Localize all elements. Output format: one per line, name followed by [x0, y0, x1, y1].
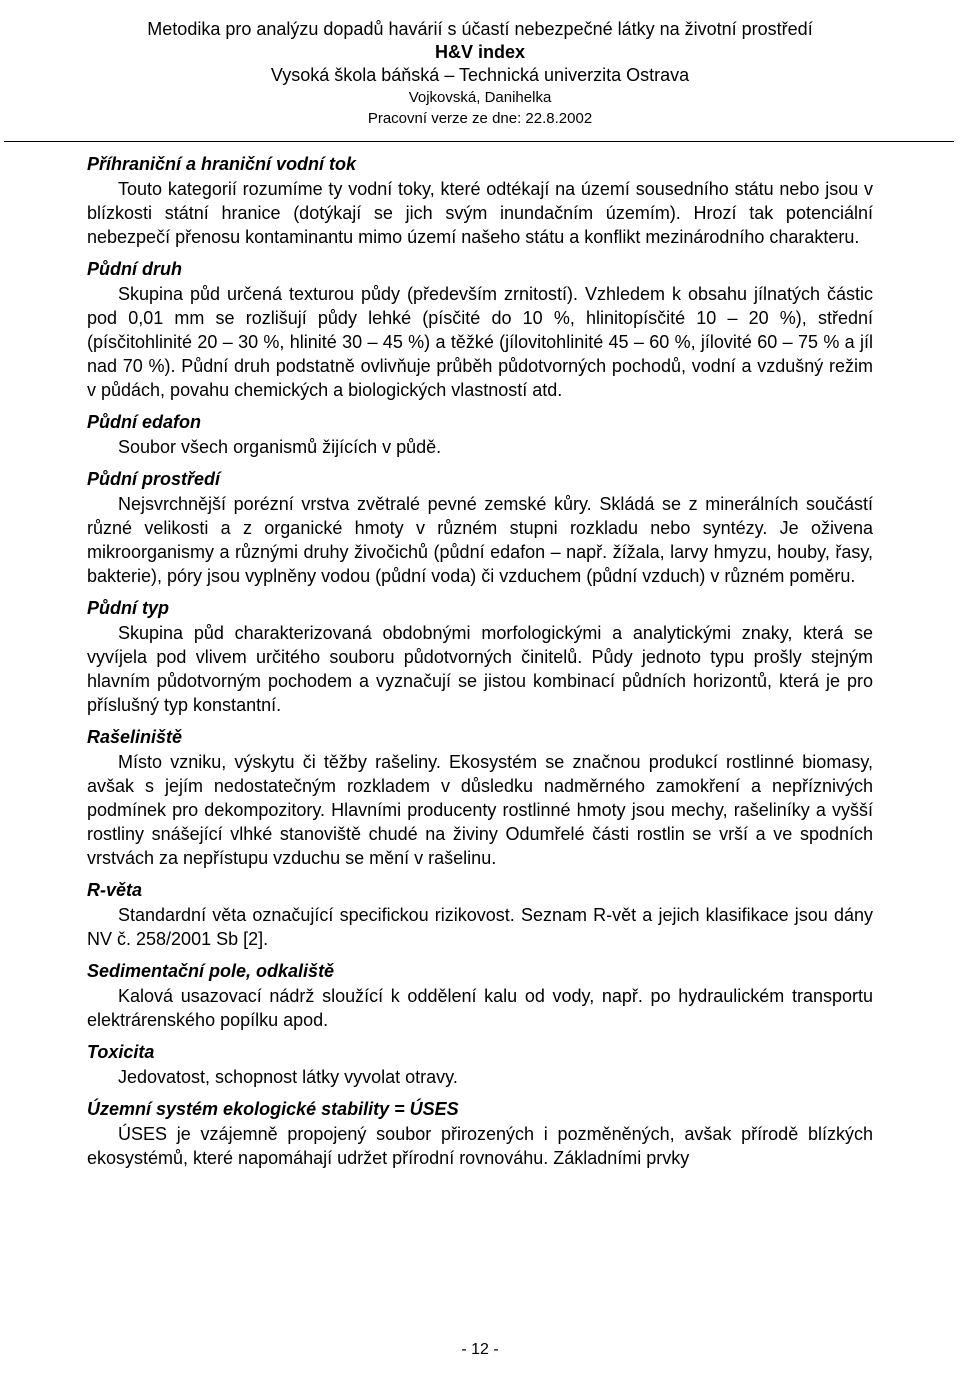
entry-term: Rašeliniště — [87, 727, 183, 747]
entry-term: Územní systém ekologické stability = ÚSES — [87, 1099, 459, 1119]
header-divider — [4, 141, 954, 142]
glossary-entry — [87, 1097, 873, 1170]
entry-definition: Nejsvrchnější porézní vrstva zvětralé pevné zemské kůry. Skládá se z minerálních součástí různé velikosti a z organické hmoty v různém stupni rozkladu nebo syntézy. Je oživena mikroorganismy a různými druhy živočichů (půdní edafon – např. žížala, larvy hmyzu, houby, řasy, bakterie), póry jsou vyplněny vodou (půdní voda) či vzduchem (půdní vzduch) v různém poměru. — [87, 494, 873, 586]
entry-definition: Skupina půd charakterizovaná obdobnými morfologickými a analytickými znaky, která se vyvíjela pod vlivem určitého souboru půdotvorných činitelů. Půdy jednoto typu prošly stejným hlavním půdotvorným pochodem a vyznačují se jistou kombinací půdních horizontů, která je pro příslušný typ konstantní. — [87, 623, 873, 715]
glossary-entry — [87, 725, 873, 870]
entry-definition: Standardní věta označující specifickou rizikovost. Seznam R-vět a jejich klasifikace jsou dány NV č. 258/2001 Sb [2]. — [87, 905, 873, 949]
glossary-entry — [87, 410, 873, 459]
entry-definition: Kalová usazovací nádrž sloužící k oddělení kalu od vody, např. po hydraulickém transportu elektrárenského popílku apod. — [87, 986, 873, 1030]
entry-definition: Soubor všech organismů žijících v půdě. — [118, 437, 442, 457]
glossary-entry — [87, 467, 873, 588]
entry-term: R-věta — [87, 880, 143, 900]
entry-term: Půdní druh — [87, 259, 182, 279]
entry-term: Sedimentační pole, odkaliště — [87, 961, 335, 981]
entry-term: Půdní prostředí — [87, 469, 221, 489]
entry-term: Toxicita — [87, 1042, 155, 1062]
glossary-entry — [87, 257, 873, 402]
entry-definition: ÚSES je vzájemně propojený soubor přirozených i pozměněných, avšak přírodě blízkých ekosystémů, které napomáhají udržet přírodní rovnováhu. Základními prvky — [87, 1124, 873, 1168]
header-authors: Vojkovská, Danihelka — [408, 89, 552, 106]
header-title: Metodika pro analýzu dopadů havárií s účastí nebezpečné látky na životní prostředí — [147, 19, 813, 39]
entry-term: Půdní edafon — [87, 412, 201, 432]
page-number: - 12 - — [461, 1341, 499, 1358]
entry-term: Příhraniční a hraniční vodní tok — [87, 154, 357, 174]
glossary-content — [87, 152, 873, 1170]
entry-definition: Skupina půd určená texturou půdy (především zrnitostí). Vzhledem k obsahu jílnatých částic pod 0,01 mm se rozlišují půdy lehké (písčité do 10 %, hlinitopísčité 10 – 20 %), střední (písčitohlinité 20 – 30 %, hlinité 30 – 45 %) a těžké (jílovitohlinité 45 – 60 %, jílovité 60 – 75 % a jíl nad 70 %). Půdní druh podstatně ovlivňuje průběh půdotvorných pochodů, vodní a vzdušný režim v půdách, povahu chemických a biologických vlastností atd. — [87, 284, 873, 400]
entry-definition: Jedovatost, schopnost látky vyvolat otravy. — [118, 1067, 458, 1087]
entry-term: Půdní typ — [87, 598, 169, 618]
header-university: Vysoká škola báňská – Technická univerzita Ostrava — [270, 65, 690, 85]
glossary-entry — [87, 878, 873, 951]
glossary-entry — [87, 959, 873, 1032]
page-header — [0, 18, 960, 129]
glossary-entry — [87, 596, 873, 717]
glossary-entry — [87, 1040, 873, 1089]
header-version: Pracovní verze ze dne: 22.8.2002 — [367, 110, 593, 127]
glossary-entry — [87, 152, 873, 249]
entry-definition: Touto kategorií rozumíme ty vodní toky, které odtékají na území sousedního státu nebo jsou v blízkosti státní hranice (dotýkají se jich svým inundačním územím). Hrozí tak potenciální nebezpečí přenosu kontaminantu mimo území našeho státu a konflikt mezinárodního charakteru. — [87, 179, 873, 247]
header-index: H&V index — [434, 42, 526, 62]
entry-definition: Místo vzniku, výskytu či těžby rašeliny. Ekosystém se značnou produkcí rostlinné biomasy, avšak s jejím nedostatečným rozkladem v důsledku nadměrného zamokření a nepříznivých podmínek pro dekompozitory. Hlavními producenty rostlinné hmoty jsou mechy, rašeliníky a vyšší rostliny snášející vlhké stanoviště chudé na živiny Odumřelé části rostlin se vrší a ve spodních vrstvách za nepřístupu vzduchu se mění v rašelinu. — [87, 752, 873, 868]
